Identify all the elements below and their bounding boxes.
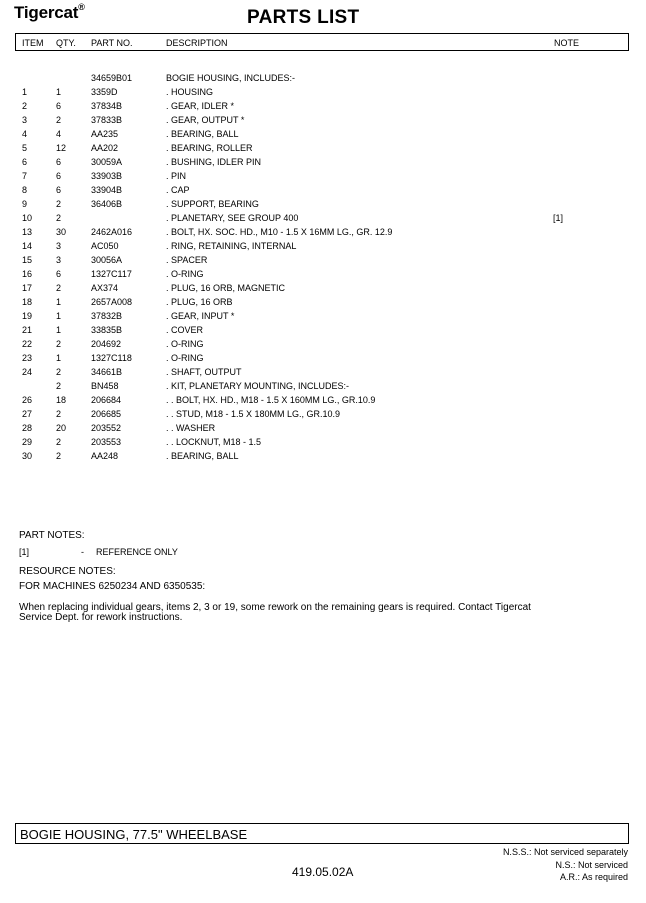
quantity: 6 [56, 171, 62, 181]
part-number: AA235 [91, 129, 119, 139]
description: . . STUD, M18 - 1.5 X 180MM LG., GR.10.9 [166, 409, 341, 419]
part-number: 36406B [91, 199, 123, 209]
description: . . BOLT, HX. HD., M18 - 1.5 X 160MM LG., GR.10.9 [166, 395, 376, 405]
description: . O-RING [166, 353, 204, 363]
item-number: 24 [22, 367, 33, 377]
col-note: NOTE [554, 38, 580, 48]
item-number: 22 [22, 339, 33, 349]
item-number: 8 [22, 185, 28, 195]
description: . . LOCKNUT, M18 - 1.5 [166, 437, 262, 447]
description: . COVER [166, 325, 204, 335]
quantity: 30 [56, 227, 67, 237]
description: . BEARING, BALL [166, 129, 239, 139]
description: . PIN [166, 171, 187, 181]
item-number: 30 [22, 451, 33, 461]
item-number: 9 [22, 199, 28, 209]
description: . PLUG, 16 ORB [166, 297, 233, 307]
description: . . WASHER [166, 423, 216, 433]
part-number: 37834B [91, 101, 123, 111]
item-number: 29 [22, 437, 33, 447]
quantity: 1 [56, 87, 62, 97]
part-note-dash: - [81, 547, 84, 557]
description: . HOUSING [166, 87, 214, 97]
description: . SHAFT, OUTPUT [166, 367, 242, 377]
quantity: 1 [56, 311, 62, 321]
description: . KIT, PLANETARY MOUNTING, INCLUDES:- [166, 381, 350, 391]
table-row [0, 85, 646, 99]
part-number: 2657A008 [91, 297, 133, 307]
part-number: 33835B [91, 325, 123, 335]
quantity: 6 [56, 101, 62, 111]
table-row [0, 379, 646, 393]
item-number: 23 [22, 353, 33, 363]
resource-notes-machines: FOR MACHINES 6250234 AND 6350535: [19, 581, 206, 592]
part-number: 30059A [91, 157, 123, 167]
item-number: 7 [22, 171, 28, 181]
part-number: AA202 [91, 143, 119, 153]
item-number: 27 [22, 409, 33, 419]
quantity: 2 [56, 437, 62, 447]
item-number: 15 [22, 255, 33, 265]
description: . GEAR, IDLER * [166, 101, 235, 111]
item-number: 26 [22, 395, 33, 405]
part-number: 206684 [91, 395, 122, 405]
description: . O-RING [166, 339, 204, 349]
table-row [0, 113, 646, 127]
quantity: 12 [56, 143, 67, 153]
description: . GEAR, INPUT * [166, 311, 235, 321]
part-number: AA248 [91, 451, 119, 461]
table-header [15, 33, 629, 51]
table-row [0, 351, 646, 365]
part-number: BN458 [91, 381, 119, 391]
description: . RING, RETAINING, INTERNAL [166, 241, 297, 251]
quantity: 2 [56, 367, 62, 377]
quantity: 2 [56, 213, 62, 223]
part-number: AX374 [91, 283, 119, 293]
col-part-no: PART NO. [91, 38, 133, 48]
table-row [0, 421, 646, 435]
quantity: 2 [56, 381, 62, 391]
description: . PLANETARY, SEE GROUP 400 [166, 213, 299, 223]
table-row [0, 71, 646, 85]
item-number: 3 [22, 115, 28, 125]
table-row [0, 99, 646, 113]
quantity: 3 [56, 255, 62, 265]
col-description: DESCRIPTION [166, 38, 228, 48]
part-number: AC050 [91, 241, 119, 251]
part-number: 2462A016 [91, 227, 133, 237]
quantity: 2 [56, 451, 62, 461]
table-row [0, 169, 646, 183]
part-number: 30056A [91, 255, 123, 265]
item-number: 2 [22, 101, 28, 111]
note-ref: [1] [553, 213, 564, 223]
resource-notes-heading: RESOURCE NOTES: [19, 566, 116, 577]
table-row [0, 295, 646, 309]
quantity: 20 [56, 423, 67, 433]
description: . BUSHING, IDLER PIN [166, 157, 262, 167]
quantity: 1 [56, 325, 62, 335]
quantity: 6 [56, 269, 62, 279]
quantity: 1 [56, 297, 62, 307]
brand-logo: Tigercat® [14, 2, 85, 22]
table-row [0, 407, 646, 421]
table-row [0, 309, 646, 323]
quantity: 2 [56, 115, 62, 125]
quantity: 2 [56, 339, 62, 349]
quantity: 2 [56, 199, 62, 209]
item-number: 19 [22, 311, 33, 321]
item-number: 17 [22, 283, 33, 293]
quantity: 18 [56, 395, 67, 405]
item-number: 16 [22, 269, 33, 279]
item-number: 13 [22, 227, 33, 237]
quantity: 1 [56, 353, 62, 363]
table-row [0, 225, 646, 239]
part-number: 204692 [91, 339, 122, 349]
item-number: 21 [22, 325, 33, 335]
part-note-ref: [1] [19, 547, 30, 557]
description: BOGIE HOUSING, INCLUDES:- [166, 73, 296, 83]
col-item: ITEM [22, 38, 44, 48]
table-row [0, 337, 646, 351]
quantity: 6 [56, 185, 62, 195]
item-number: 6 [22, 157, 28, 167]
table-row [0, 267, 646, 281]
assembly-title-box [15, 823, 629, 844]
part-number: 3359D [91, 87, 118, 97]
description: . BOLT, HX. SOC. HD., M10 - 1.5 X 16MM LG., GR. 12.9 [166, 227, 393, 237]
table-row [0, 281, 646, 295]
description: . O-RING [166, 269, 204, 279]
description: . SPACER [166, 255, 208, 265]
description: . BEARING, ROLLER [166, 143, 253, 153]
table-row [0, 365, 646, 379]
item-number: 5 [22, 143, 28, 153]
part-number: 203552 [91, 423, 122, 433]
parts-table [0, 71, 646, 463]
part-number: 34659B01 [91, 73, 133, 83]
table-row [0, 239, 646, 253]
part-number: 1327C117 [91, 269, 132, 279]
description: . CAP [166, 185, 190, 195]
assembly-title: BOGIE HOUSING, 77.5" WHEELBASE [20, 827, 248, 842]
resource-notes-text: When replacing individual gears, items 2, 3 or 19, some rework on the remaining gears is required. Contact Tigercat Service Dept. for rework instructions. [19, 602, 531, 623]
part-number: 206685 [91, 409, 122, 419]
table-row [0, 155, 646, 169]
part-number: 37832B [91, 311, 123, 321]
table-row [0, 435, 646, 449]
item-number: 4 [22, 129, 28, 139]
col-qty: QTY. [56, 38, 76, 48]
description: . SUPPORT, BEARING [166, 199, 259, 209]
table-row [0, 253, 646, 267]
description: . BEARING, BALL [166, 451, 239, 461]
page-title: PARTS LIST [247, 7, 360, 28]
quantity: 6 [56, 157, 62, 167]
part-number: 33904B [91, 185, 123, 195]
part-number: 37833B [91, 115, 123, 125]
part-number: 33903B [91, 171, 123, 181]
quantity: 4 [56, 129, 62, 139]
item-number: 18 [22, 297, 33, 307]
table-row [0, 393, 646, 407]
page-number: 419.05.02A [292, 865, 354, 879]
quantity: 2 [56, 283, 62, 293]
quantity: 3 [56, 241, 62, 251]
quantity: 2 [56, 409, 62, 419]
table-row [0, 323, 646, 337]
table-row [0, 197, 646, 211]
item-number: 1 [22, 87, 28, 97]
table-row [0, 211, 646, 225]
service-legend: N.S.S.: Not serviced separately N.S.: Not serviced A.R.: As required [502, 847, 628, 882]
description: . PLUG, 16 ORB, MAGNETIC [166, 283, 286, 293]
table-row [0, 127, 646, 141]
part-number: 34661B [91, 367, 123, 377]
item-number: 28 [22, 423, 33, 433]
table-row [0, 141, 646, 155]
table-row [0, 183, 646, 197]
item-number: 10 [22, 213, 33, 223]
item-number: 14 [22, 241, 33, 251]
part-number: 203553 [91, 437, 122, 447]
part-number: 1327C118 [91, 353, 132, 363]
table-row [0, 449, 646, 463]
part-note-text: REFERENCE ONLY [96, 547, 178, 557]
description: . GEAR, OUTPUT * [166, 115, 245, 125]
part-notes-heading: PART NOTES: [19, 530, 85, 541]
